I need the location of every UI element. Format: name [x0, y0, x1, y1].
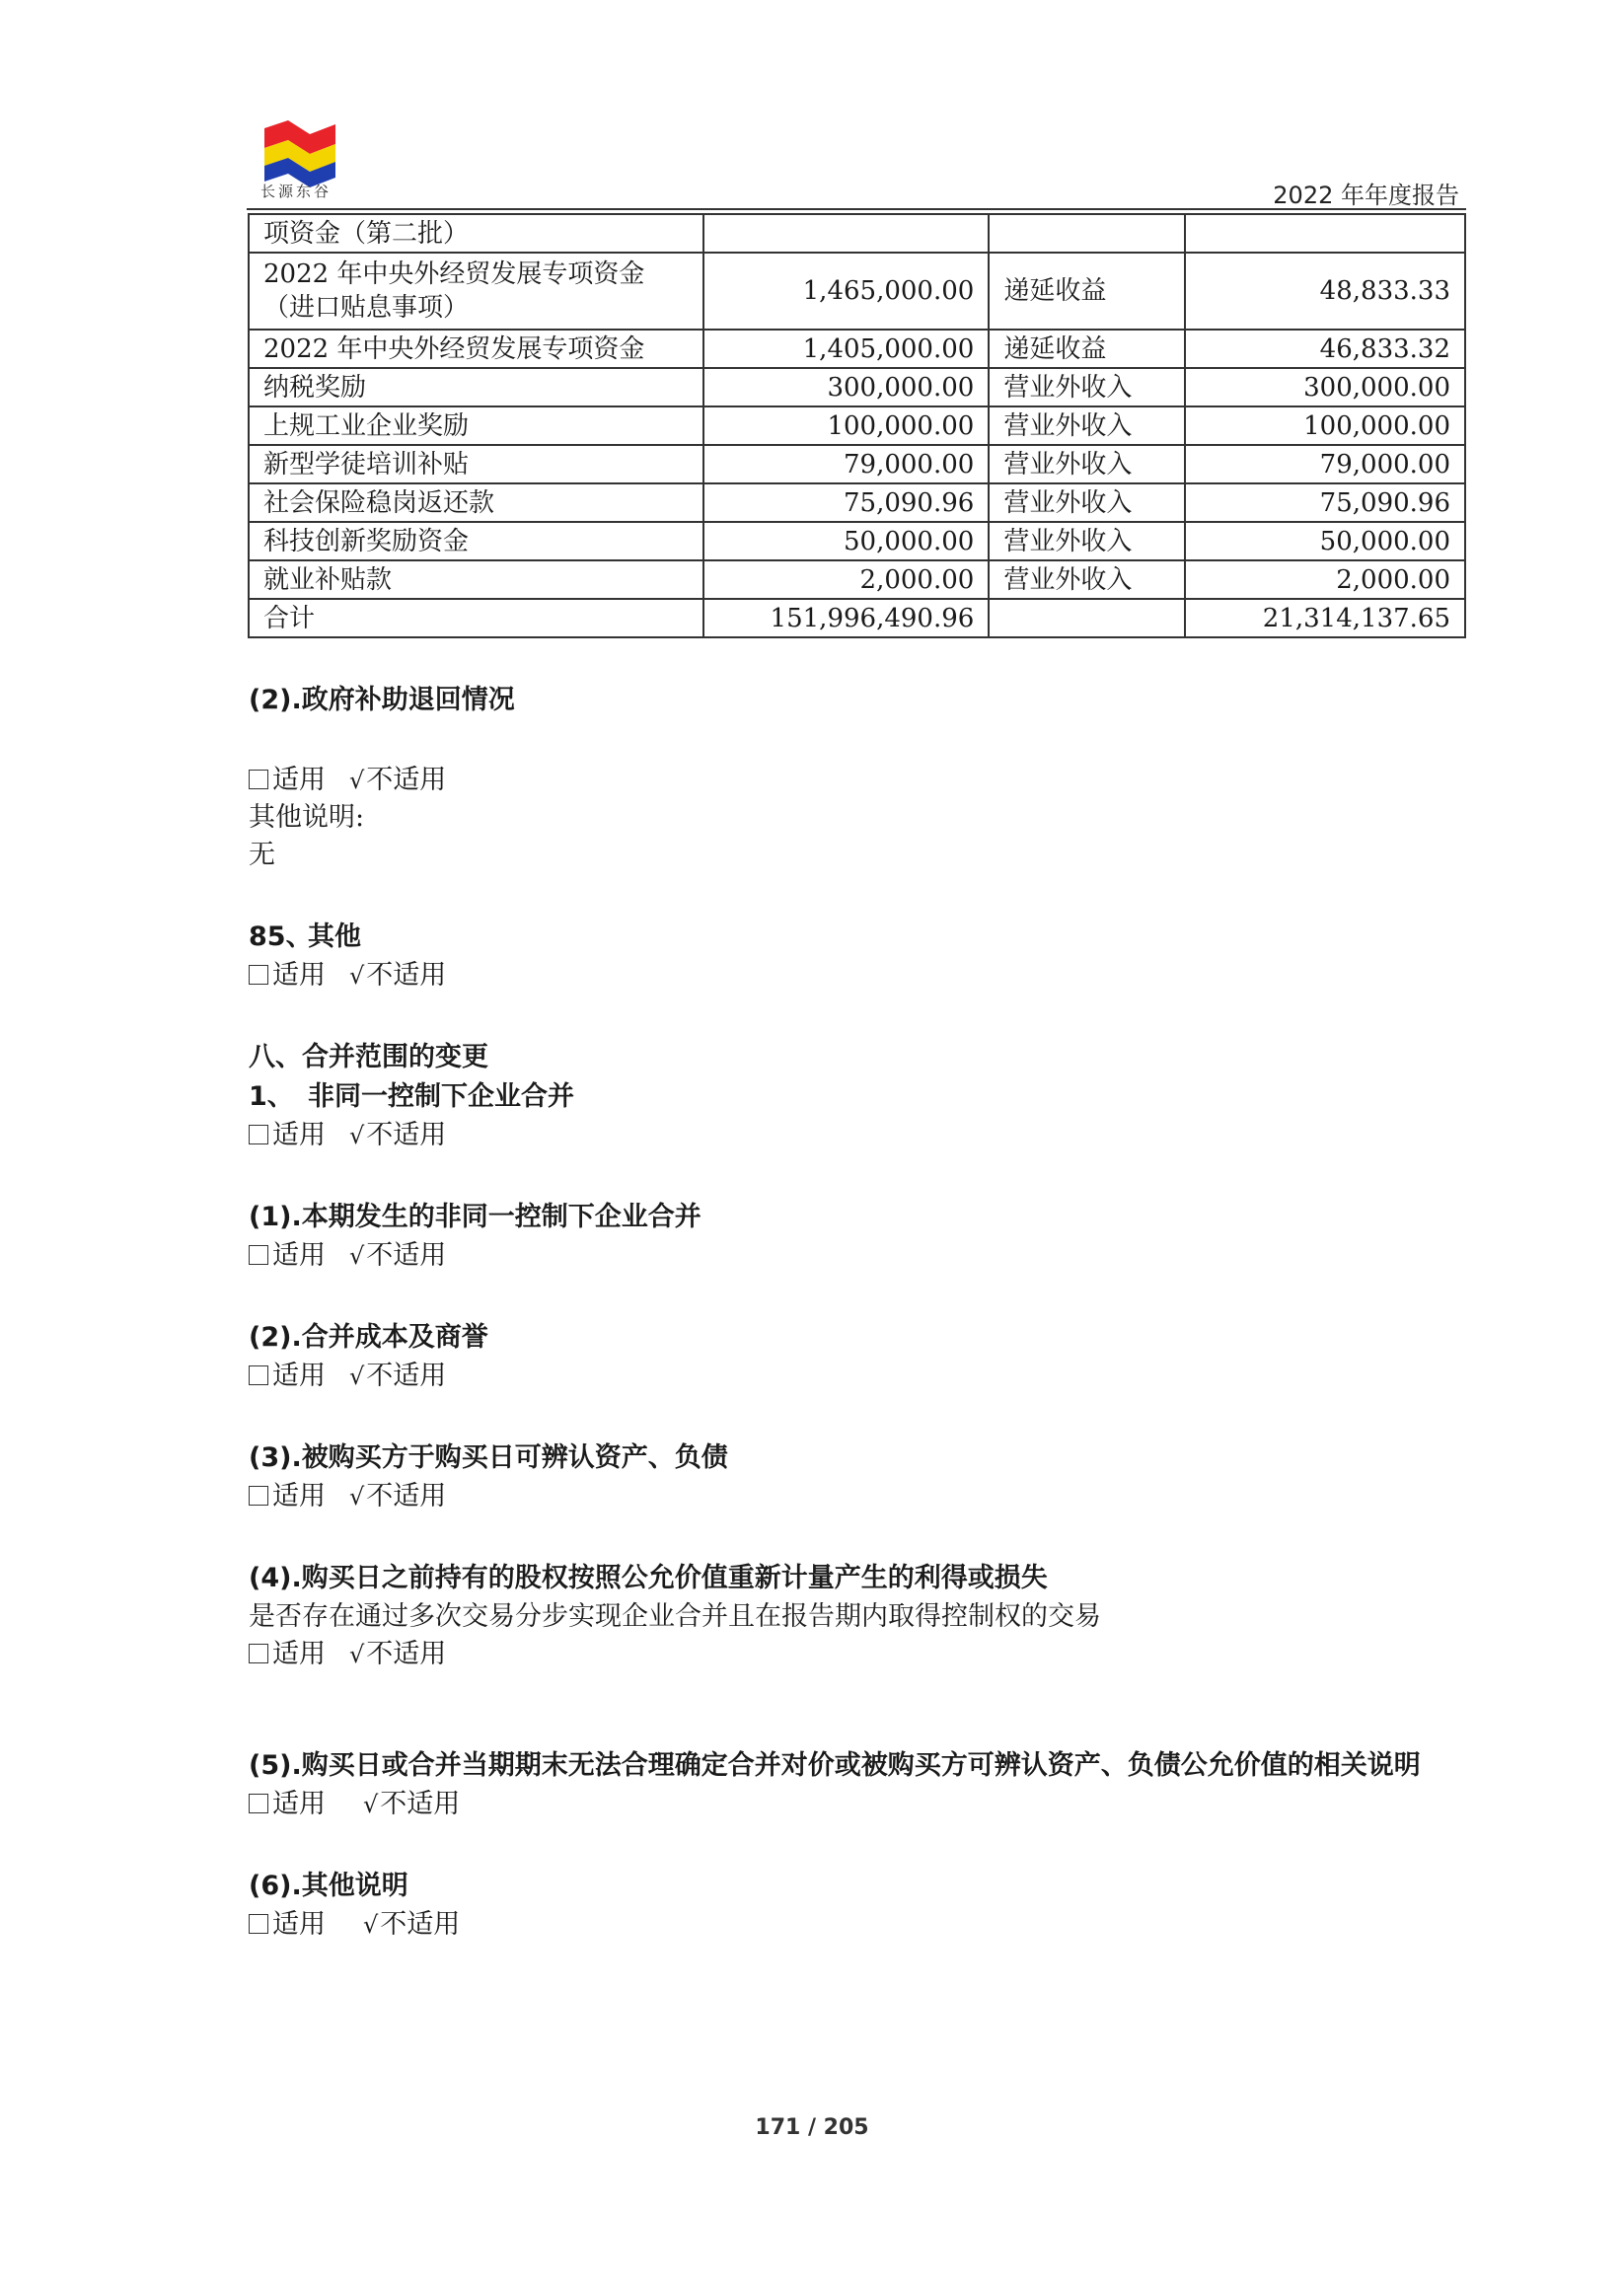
checkbox-unchecked-icon: [249, 1644, 268, 1663]
cell-recognized: 79,000.00: [1185, 445, 1465, 483]
cell-recognized: 300,000.00: [1185, 368, 1465, 406]
option-not-applicable: 不适用: [366, 960, 447, 991]
cell-category: [989, 214, 1184, 253]
cell-amount: 151,996,490.96: [703, 599, 989, 637]
subsection-title-2: (2).合并成本及商誉: [249, 1322, 488, 1353]
table-row: [249, 253, 1465, 330]
section-title-text: 其他: [308, 921, 361, 952]
cell-item: 新型学徒培训补贴: [249, 445, 703, 483]
cell-item: 上规工业企业奖励: [249, 406, 703, 445]
cell-recognized: 48,833.33: [1185, 253, 1465, 330]
check-mark-icon: √: [349, 1641, 365, 1668]
option-applicable: 适用: [272, 960, 326, 991]
option-applicable: 适用: [272, 1789, 326, 1819]
cell-item: 项资金（第二批）: [249, 214, 703, 253]
cell-category: 营业外收入: [989, 406, 1184, 445]
option-not-applicable: 不适用: [366, 765, 447, 795]
subsection-title-4: (4).购买日之前持有的股权按照公允价值重新计量产生的利得或损失: [249, 1563, 1048, 1593]
section-number: 1、: [249, 1081, 294, 1112]
check-mark-icon: √: [349, 1483, 365, 1511]
options-s1: [249, 1237, 1472, 1275]
option-not-applicable: 不适用: [380, 1789, 461, 1819]
check-mark-icon: √: [349, 1242, 365, 1270]
option-applicable: 适用: [272, 1481, 326, 1511]
table-row: [249, 214, 1465, 253]
option-applicable: 适用: [272, 1639, 326, 1669]
checkbox-unchecked-icon: [249, 1365, 268, 1385]
options-s5: [249, 1786, 1472, 1823]
checkbox-unchecked-icon: [249, 770, 268, 789]
table-row: [249, 330, 1465, 368]
cell-item: 2022 年中央外经贸发展专项资金（进口贴息事项）: [249, 253, 703, 330]
header-divider: [247, 208, 1466, 210]
cell-recognized: [1185, 214, 1465, 253]
report-title: 2022 年年度报告: [1273, 182, 1459, 209]
section-number: 85、: [249, 921, 313, 952]
options-s2: [249, 1358, 1472, 1395]
option-not-applicable: 不适用: [366, 1120, 447, 1150]
check-mark-icon: √: [363, 1911, 379, 1939]
cell-amount: 100,000.00: [703, 406, 989, 445]
checkbox-unchecked-icon: [249, 1914, 268, 1934]
cell-recognized: 75,090.96: [1185, 483, 1465, 522]
option-not-applicable: 不适用: [366, 1240, 447, 1271]
check-mark-icon: √: [349, 1363, 365, 1390]
cell-item: 科技创新奖励资金: [249, 522, 703, 560]
cell-recognized: 46,833.32: [1185, 330, 1465, 368]
cell-category: [989, 599, 1184, 637]
option-not-applicable: 不适用: [366, 1481, 447, 1511]
cell-item: 2022 年中央外经贸发展专项资金: [249, 330, 703, 368]
subsection-title-3: (3).被购买方于购买日可辨认资产、负债: [249, 1442, 728, 1473]
options-s4: [249, 1636, 1472, 1673]
option-applicable: 适用: [272, 1120, 326, 1150]
logo-text: 长源东谷: [260, 183, 332, 200]
checkbox-unchecked-icon: [249, 965, 268, 985]
checkbox-unchecked-icon: [249, 1486, 268, 1506]
page-number: 171 / 205: [755, 2115, 869, 2140]
cell-category: 营业外收入: [989, 522, 1184, 560]
options-s3: [249, 1478, 1472, 1515]
government-grants-table: [248, 213, 1466, 638]
table-row: [249, 599, 1465, 637]
cell-recognized: 2,000.00: [1185, 560, 1465, 599]
cell-category: 递延收益: [989, 330, 1184, 368]
check-mark-icon: √: [363, 1791, 379, 1818]
options-grant-refund: [249, 762, 1472, 799]
table-row: [249, 406, 1465, 445]
cell-amount: 2,000.00: [703, 560, 989, 599]
cell-recognized: 21,314,137.65: [1185, 599, 1465, 637]
table-row: [249, 368, 1465, 406]
other-notes-value: 无: [249, 840, 275, 870]
option-applicable: 适用: [272, 765, 326, 795]
cell-item: 就业补贴款: [249, 560, 703, 599]
check-mark-icon: √: [349, 962, 365, 990]
cell-category: 营业外收入: [989, 368, 1184, 406]
check-mark-icon: √: [349, 767, 365, 794]
option-not-applicable: 不适用: [366, 1639, 447, 1669]
subsection-title-5: (5).购买日或合并当期期末无法合理确定合并对价或被购买方可辨认资产、负债公允价值的相关说明: [249, 1750, 1421, 1781]
cell-category: 营业外收入: [989, 445, 1184, 483]
page-content: [249, 681, 1472, 1944]
table-row: [249, 522, 1465, 560]
table-row: [249, 483, 1465, 522]
checkbox-unchecked-icon: [249, 1245, 268, 1265]
cell-item: 社会保险稳岗返还款: [249, 483, 703, 522]
cell-item: 合计: [249, 599, 703, 637]
section-title-85: [249, 918, 1472, 957]
section-title-1: [249, 1077, 1472, 1117]
cell-category: 营业外收入: [989, 560, 1184, 599]
section-title-grant-refund: (2).政府补助退回情况: [249, 685, 515, 715]
option-applicable: 适用: [272, 1240, 326, 1271]
options-85: [249, 957, 1472, 995]
question-s4: 是否存在通过多次交易分步实现企业合并且在报告期内取得控制权的交易: [249, 1601, 1101, 1632]
option-not-applicable: 不适用: [380, 1909, 461, 1940]
chapter-title-eight: 八、合并范围的变更: [249, 1042, 488, 1072]
cell-amount: 1,465,000.00: [703, 253, 989, 330]
cell-amount: 75,090.96: [703, 483, 989, 522]
option-applicable: 适用: [272, 1909, 326, 1940]
cell-amount: 50,000.00: [703, 522, 989, 560]
cell-recognized: 100,000.00: [1185, 406, 1465, 445]
cell-category: 营业外收入: [989, 483, 1184, 522]
option-applicable: 适用: [272, 1361, 326, 1391]
checkbox-unchecked-icon: [249, 1125, 268, 1144]
options-1: [249, 1117, 1472, 1154]
check-mark-icon: √: [349, 1122, 365, 1149]
other-notes-label: 其他说明:: [249, 802, 365, 833]
checkbox-unchecked-icon: [249, 1794, 268, 1813]
subsection-title-6: (6).其他说明: [249, 1871, 408, 1901]
cell-amount: 79,000.00: [703, 445, 989, 483]
cell-category: 递延收益: [989, 253, 1184, 330]
table-row: [249, 445, 1465, 483]
cell-amount: 300,000.00: [703, 368, 989, 406]
table-row: [249, 560, 1465, 599]
options-s6: [249, 1906, 1472, 1944]
cell-item: 纳税奖励: [249, 368, 703, 406]
cell-amount: 1,405,000.00: [703, 330, 989, 368]
option-not-applicable: 不适用: [366, 1361, 447, 1391]
cell-recognized: 50,000.00: [1185, 522, 1465, 560]
cell-amount: [703, 214, 989, 253]
subsection-title-1: (1).本期发生的非同一控制下企业合并: [249, 1202, 701, 1232]
section-title-text: 非同一控制下企业合并: [308, 1081, 574, 1112]
